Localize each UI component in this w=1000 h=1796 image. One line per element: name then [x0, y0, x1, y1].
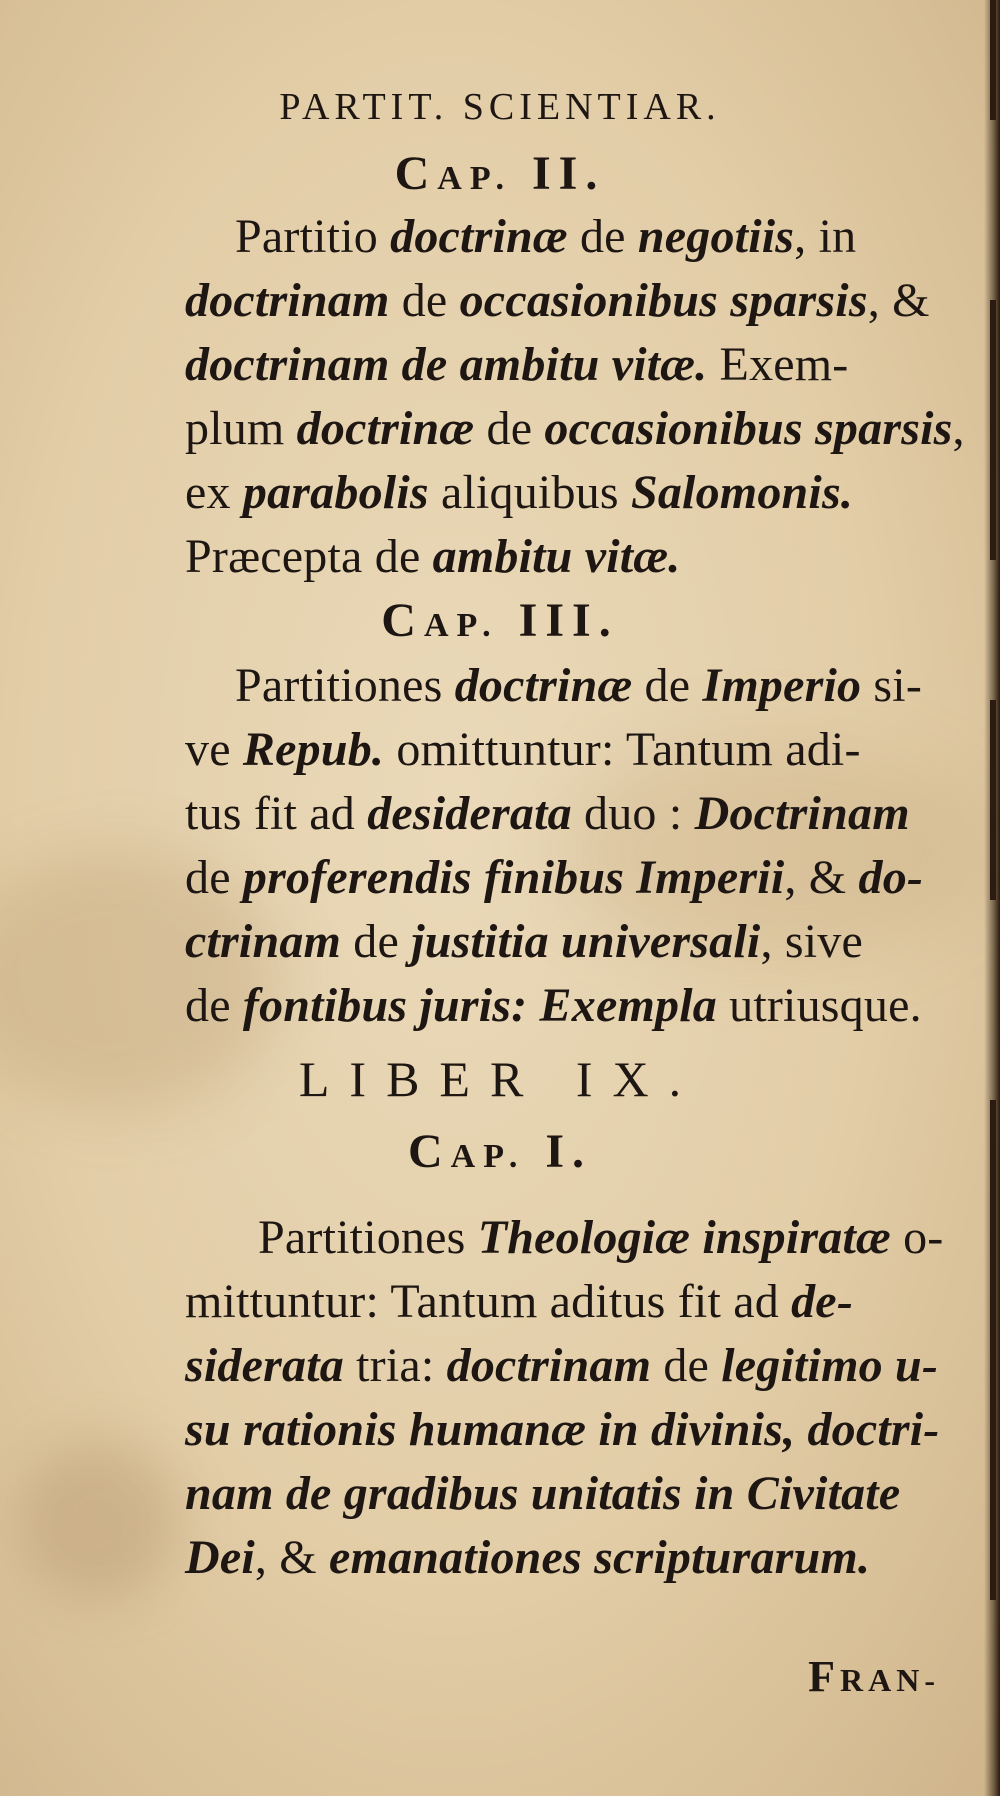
page-edge-mark [990, 700, 996, 900]
text-line [185, 979, 940, 1032]
text-line [235, 210, 940, 263]
italic-text: doctrinæ [454, 659, 633, 712]
italic-text: ctrinam [185, 915, 342, 968]
italic-text: desiderata [367, 787, 572, 840]
text-run: , & [784, 851, 859, 904]
text-run: de [341, 915, 412, 968]
italic-text: occasionibus sparsis [544, 402, 953, 455]
italic-text: fontibus juris: Exempla [242, 979, 717, 1032]
italic-text: doctrinam [185, 274, 390, 327]
italic-text: siderata [185, 1339, 344, 1392]
text-line [185, 723, 940, 776]
text-run: Partitio [235, 210, 391, 263]
text-run: de [632, 659, 703, 712]
text-line [185, 338, 940, 391]
text-run: mittuntur: Tantum aditus fit ad [185, 1275, 792, 1328]
italic-text: occasionibus sparsis [459, 274, 868, 327]
text-run: de [185, 851, 243, 904]
text-line [185, 402, 965, 455]
italic-text: legitimo u- [721, 1339, 939, 1392]
text-run: plum [185, 402, 297, 455]
text-run: utriusque. [716, 979, 922, 1032]
chapter-heading: CAP. I. [407, 1125, 593, 1178]
text-run: , & [254, 1531, 330, 1584]
italic-text: nam de gradibus unitatis in Civitate [185, 1467, 901, 1520]
text-run: ve [185, 723, 243, 776]
text-line [185, 530, 940, 583]
text-run: duo : [571, 787, 695, 840]
italic-text: ambitu vitæ. [432, 530, 681, 583]
italic-text: Doctrinam [694, 787, 910, 840]
italic-text: Imperio [702, 659, 862, 712]
italic-text: Repub. [242, 723, 385, 776]
italic-text: Salomonis. [630, 466, 854, 519]
italic-text: do- [858, 851, 924, 904]
page-edge-mark [990, 300, 996, 560]
catchword: FRAN- [808, 1652, 940, 1701]
italic-text: doctrinam [446, 1339, 652, 1392]
text-run: , in [794, 210, 857, 263]
text-run: omittuntur: Tantum adi- [384, 723, 861, 776]
italic-text: Theologiæ inspiratæ [477, 1211, 891, 1264]
text-line [185, 787, 940, 840]
italic-text: de- [791, 1275, 853, 1328]
chapter-heading: CAP. III. [381, 594, 619, 647]
book-title: LIBER IX. [298, 1051, 702, 1107]
text-run: de [651, 1339, 722, 1392]
text-line [185, 1531, 940, 1584]
italic-text: Dei [185, 1531, 255, 1584]
text-run: o- [890, 1211, 944, 1264]
italic-text: doctrinam de ambitu vitæ. [185, 338, 708, 391]
chapter-heading: CAP. II. [394, 147, 606, 200]
text-run: de [567, 210, 638, 263]
italic-text: proferendis finibus Imperii [242, 851, 785, 904]
text-run: de [389, 274, 460, 327]
italic-text: justitia universali [411, 915, 761, 968]
text-run: Partitiones [235, 659, 455, 712]
italic-text: negotiis [637, 210, 795, 263]
text-run: Partitiones [258, 1211, 478, 1264]
text-line [185, 1339, 940, 1392]
italic-text: doctrinæ [390, 210, 568, 263]
text-line [185, 851, 940, 904]
text-run: de [185, 979, 243, 1032]
text-line [258, 1211, 944, 1264]
text-line [185, 274, 940, 327]
italic-text: su rationis humanæ in divinis, doctri- [185, 1403, 940, 1456]
running-head: PARTIT. SCIENTIAR. [279, 86, 721, 128]
text-run: de [474, 402, 545, 455]
italic-text: doctrinæ [296, 402, 475, 455]
text-run: ex [185, 466, 243, 519]
text-line [185, 1275, 940, 1328]
text-run: aliquibus [428, 466, 631, 519]
text-line [185, 1467, 940, 1520]
text-run: Præcepta de [185, 530, 433, 583]
text-run: , & [867, 274, 930, 327]
text-run: si- [861, 659, 923, 712]
text-run: tria: [343, 1339, 447, 1392]
text-line [185, 915, 940, 968]
italic-text: parabolis [242, 466, 429, 519]
text-run: Exem- [707, 338, 849, 391]
text-line [185, 1403, 940, 1456]
text-run: tus fit ad [185, 787, 368, 840]
text-line [185, 466, 940, 519]
text-run: , [952, 402, 965, 455]
paper-stain [20, 1440, 180, 1600]
text-line [235, 659, 940, 712]
italic-text: emanationes scripturarum. [329, 1531, 871, 1584]
text-run: , sive [760, 915, 863, 968]
